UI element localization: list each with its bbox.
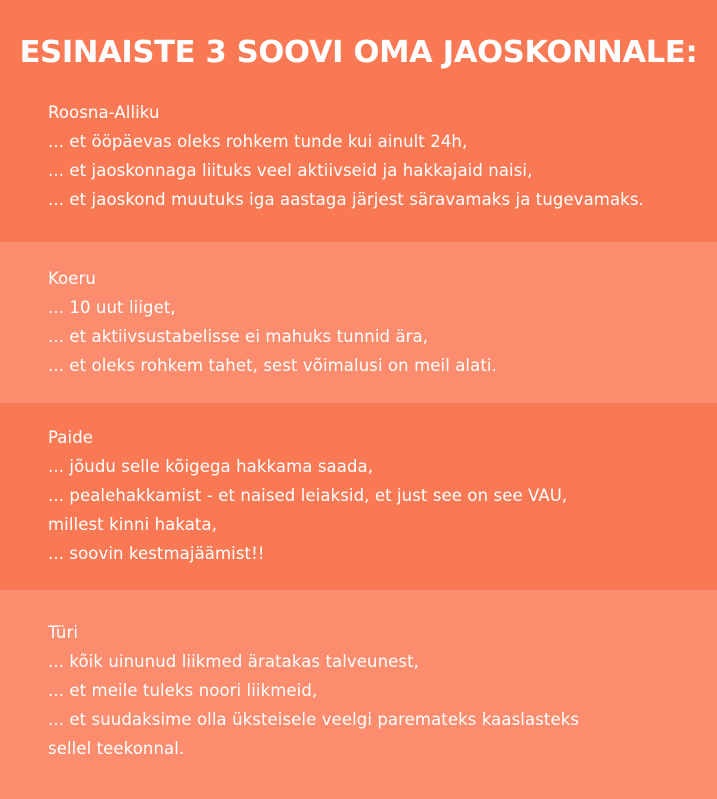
section-text — [48, 98, 644, 214]
section-text — [48, 618, 579, 763]
wish-line: ... pealehakkamist - et naised leiaksid, et just see on see VAU, — [48, 486, 568, 505]
page-title: ESINAISTE 3 SOOVI OMA JAOSKONNALE: — [19, 35, 698, 70]
section-name: Roosna-Alliku — [48, 103, 160, 122]
wish-line: ... et jaoskonnaga liituks veel aktiivseid ja hakkajaid naisi, — [48, 161, 533, 180]
wish-line: ... 10 uut liiget, — [48, 298, 176, 317]
header-band — [0, 0, 717, 95]
section-koeru — [0, 242, 717, 403]
section-name: Koeru — [48, 269, 96, 288]
wish-line: ... soovin kestmajäämist!! — [48, 544, 265, 563]
wish-line: sellel teekonnal. — [48, 739, 185, 758]
wish-line: ... kõik uinunud liikmed äratakas talveunest, — [48, 652, 420, 671]
section-text — [48, 264, 497, 380]
section-turi — [0, 590, 717, 799]
wish-line: ... et ööpäevas oleks rohkem tunde kui ainult 24h, — [48, 132, 468, 151]
section-roosna-alliku — [0, 95, 717, 242]
section-name: Türi — [48, 623, 79, 642]
wish-line: ... et meile tuleks noori liikmeid, — [48, 681, 318, 700]
wish-line: ... et aktiivsustabelisse ei mahuks tunnid ära, — [48, 327, 429, 346]
section-text — [48, 423, 567, 568]
wish-line: ... et oleks rohkem tahet, sest võimalusi on meil alati. — [48, 356, 497, 375]
section-name: Paide — [48, 428, 94, 447]
wish-line: ... et jaoskond muutuks iga aastaga järjest säravamaks ja tugevamaks. — [48, 190, 644, 209]
section-paide — [0, 403, 717, 590]
wish-line: millest kinni hakata, — [48, 515, 218, 534]
wish-line: ... et suudaksime olla üksteisele veelgi paremateks kaaslasteks — [48, 710, 580, 729]
wish-line: ... jõudu selle kõigega hakkama saada, — [48, 457, 374, 476]
